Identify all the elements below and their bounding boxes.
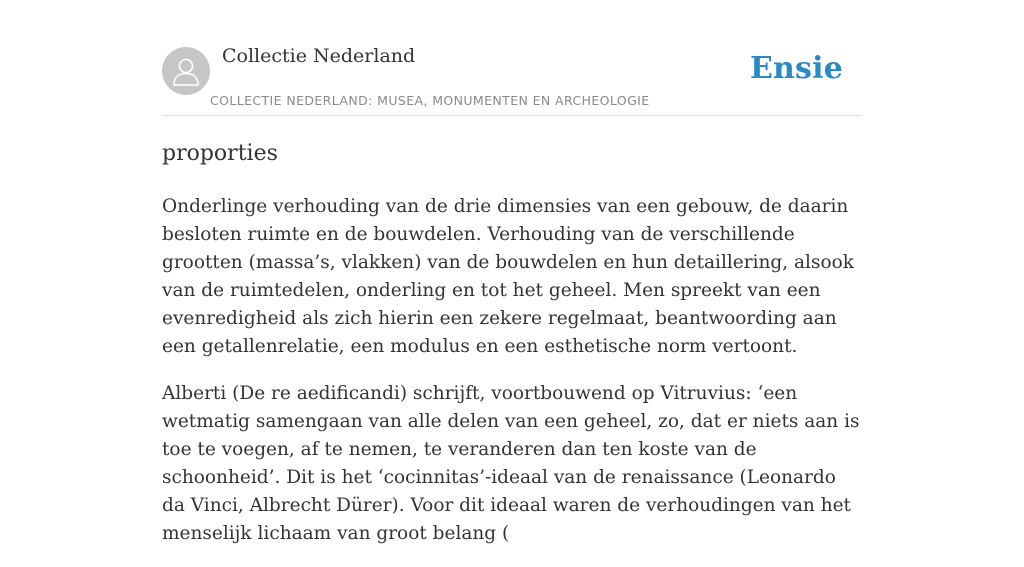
author-avatar[interactable] [162,47,210,95]
page [162,0,862,544]
entry-paragraph: Alberti (De re aedificandi) schrijft, voortbouwend op Vitruvius: ‘een wetmatig samengaan van alle delen van een geheel, zo, dat er niets aan is toe te voegen, af te nemen, te veranderen dan ten koste van de schoonheid’. Dit is het ‘cocinnitas’-ideaal van de renaissance (Leonardo da Vinci, Albrecht Dürer). Voor dit ideaal waren de verhoudingen van het menselijk lichaam van groot belang ( [162,383,860,544]
entry-title: proporties [162,141,278,166]
entry-paragraph: Onderlinge verhouding van de drie dimensies van een gebouw, de daarin besloten ruimte en de bouwdelen. Verhouding van de verschillende grootten (massa’s, vlakken) van de bouwdelen en hun detaillering, alsook van de ruimtedelen, onderling en tot het geheel. Men spreekt van een evenredigheid als zich hierin een zekere regelmaat, beantwoording aan een getallenrelatie, een modulus en een esthetische norm vertoont. [162,196,854,357]
author-name-link[interactable]: Collectie Nederland [222,45,416,67]
ensie-logo[interactable]: Ensie [749,51,843,86]
user-icon [172,56,200,86]
entry-content [162,193,862,567]
page-header [162,0,862,116]
collection-name-link[interactable]: COLLECTIE NEDERLAND: MUSEA, MONUMENTEN EN ARCHEOLOGIE [210,93,650,108]
